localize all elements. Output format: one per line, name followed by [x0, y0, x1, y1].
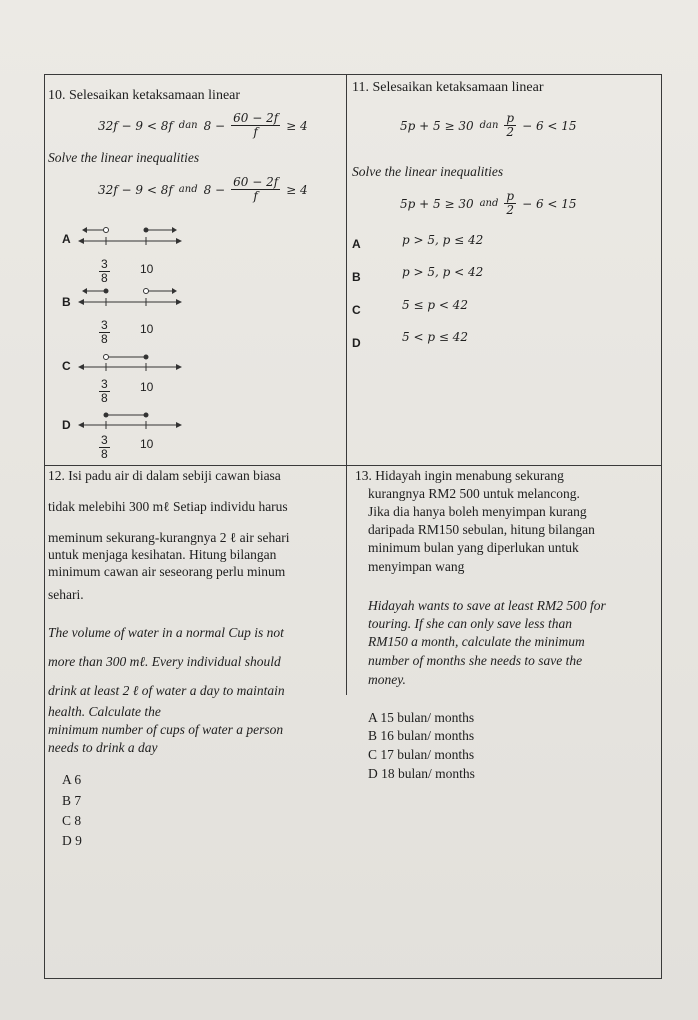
q11-title: 11. Selesaikan ketaksamaan linear: [352, 80, 544, 95]
q11-ineq-post: − 6 < 15: [522, 118, 577, 133]
q10-ineq-a: 32f − 9 < 8f: [98, 118, 173, 133]
q12-line-ms-6: sehari.: [48, 587, 84, 602]
q10-option-a-numberline: [76, 224, 186, 246]
q10-en-ineq-a: 32f − 9 < 8f: [98, 182, 173, 197]
q13-line-ms-2: kurangnya RM2 500 untuk melancong.: [368, 486, 580, 501]
q13-line-en-1: Hidayah wants to save at least RM2 500 for: [368, 598, 606, 613]
q13-line-ms-6: menyimpan wang: [368, 559, 465, 574]
q12-line-ms-1: 12. Isi padu air di dalam sebiji cawan biasa: [48, 468, 281, 483]
q10-en-ineq-b-pre: 8 −: [203, 182, 226, 197]
q10-option-d-left-label: $\frac{3}{8}$: [101, 433, 108, 461]
q11-and: and: [479, 198, 499, 209]
q10-option-a-left-label: $\frac{3}{8}$: [101, 257, 108, 285]
q10-option-b-left-label: $\frac{3}{8}$: [101, 318, 108, 346]
q10-fraction: $\frac{60 - 2f}{f}$: [233, 111, 279, 139]
q11-fraction: $\frac{p}{2}$: [506, 111, 515, 139]
q11-inequality-en: [400, 190, 577, 217]
q10-option-b-right-label: 10: [140, 322, 154, 336]
q11-option-a-letter: A: [352, 237, 361, 251]
q11-en-title: Solve the linear inequalities: [352, 164, 504, 179]
q13-line-en-2: touring. If she can only save less than: [368, 616, 572, 631]
row-divider: [44, 465, 662, 466]
q13-option-d: D 18 bulan/ months: [368, 766, 475, 781]
q10-option-b-numberline: [76, 285, 186, 307]
column-divider-bottom: [346, 465, 347, 695]
q11-en-fraction: $\frac{p}{2}$: [506, 189, 515, 217]
q11-en-ineq-post: − 6 < 15: [522, 196, 577, 211]
q10-option-d-numberline: [76, 408, 186, 430]
q12-line-en-5: minimum number of cups of water a person: [48, 722, 284, 737]
q13-line-en-4: number of months she needs to save the: [368, 653, 583, 668]
q13-line-en-3: RM150 a month, calculate the minimum: [368, 634, 585, 649]
q10-option-d-letter: D: [62, 418, 71, 432]
q11-option-a-text: p > 5, p ≤ 42: [402, 233, 484, 247]
q10-dan: dan: [178, 120, 198, 131]
q10-option-c-letter: C: [62, 359, 71, 373]
q13-line-ms-5: minimum bulan yang diperlukan untuk: [368, 540, 579, 555]
q11-dan: dan: [479, 120, 499, 131]
q13-option-a: A 15 bulan/ months: [368, 710, 475, 725]
q12-line-en-2: more than 300 mℓ. Every individual should: [48, 654, 281, 669]
q10-option-c-numberline: [76, 350, 186, 372]
q10-option-c-left-label: $\frac{3}{8}$: [101, 377, 108, 405]
q10-en-fraction: $\frac{60 - 2f}{f}$: [233, 175, 279, 203]
q12-line-en-6: needs to drink a day: [48, 740, 158, 755]
q10-ineq-b-pre: 8 −: [203, 118, 226, 133]
q12-line-en-4: health. Calculate the: [48, 704, 161, 719]
q10-option-a-right-label: 10: [140, 262, 154, 276]
q10-and: and: [178, 184, 198, 195]
q10-title: 10. Selesaikan ketaksamaan linear: [48, 88, 241, 103]
q10-en-ineq-b-post: ≥ 4: [286, 182, 308, 197]
q12-option-c: C 8: [62, 813, 82, 828]
q12-line-ms-3: meminum sekurang-kurangnya 2 ℓ air sehari: [48, 530, 290, 545]
q12-option-a: A 6: [62, 772, 82, 787]
q10-en-title: Solve the linear inequalities: [48, 150, 200, 165]
q13-option-b: B 16 bulan/ months: [368, 728, 475, 743]
q10-inequality-ms: [98, 112, 308, 139]
q11-option-b-text: p > 5, p < 42: [402, 265, 484, 279]
q12-line-ms-4: untuk menjaga kesihatan. Hitung bilangan: [48, 547, 277, 562]
q11-option-d-text: 5 < p ≤ 42: [402, 330, 468, 344]
column-divider-top: [346, 74, 347, 465]
q13-line-en-5: money.: [368, 672, 406, 687]
q12-line-ms-5: minimum cawan air seseorang perlu minum: [48, 564, 286, 579]
q10-inequality-en: [98, 176, 308, 203]
q11-option-c-letter: C: [352, 303, 361, 317]
q11-option-d-letter: D: [352, 336, 361, 350]
q10-option-b-letter: B: [62, 295, 71, 309]
q11-ineq-a: 5p + 5 ≥ 30: [400, 118, 474, 133]
q13-line-ms-4: daripada RM150 sebulan, hitung bilangan: [368, 522, 595, 537]
q12-line-ms-2: tidak melebihi 300 mℓ Setiap individu harus: [48, 499, 288, 514]
q11-inequality-ms: [400, 112, 577, 139]
q10-option-a-letter: A: [62, 232, 71, 246]
q13-option-c: C 17 bulan/ months: [368, 747, 475, 762]
q11-en-ineq-a: 5p + 5 ≥ 30: [400, 196, 474, 211]
q10-ineq-b-post: ≥ 4: [286, 118, 308, 133]
q13-line-ms-3: Jika dia hanya boleh menyimpan kurang: [368, 504, 587, 519]
q12-option-d: D 9: [62, 833, 82, 848]
q11-option-c-text: 5 ≤ p < 42: [402, 298, 468, 312]
q12-line-en-3: drink at least 2 ℓ of water a day to maintain: [48, 683, 285, 698]
q12-option-b: B 7: [62, 793, 82, 808]
q12-line-en-1: The volume of water in a normal Cup is not: [48, 625, 284, 640]
q10-option-d-right-label: 10: [140, 437, 154, 451]
q11-option-b-letter: B: [352, 270, 361, 284]
q10-option-c-right-label: 10: [140, 380, 154, 394]
q13-line-ms-1: 13. Hidayah ingin menabung sekurang: [355, 468, 564, 483]
